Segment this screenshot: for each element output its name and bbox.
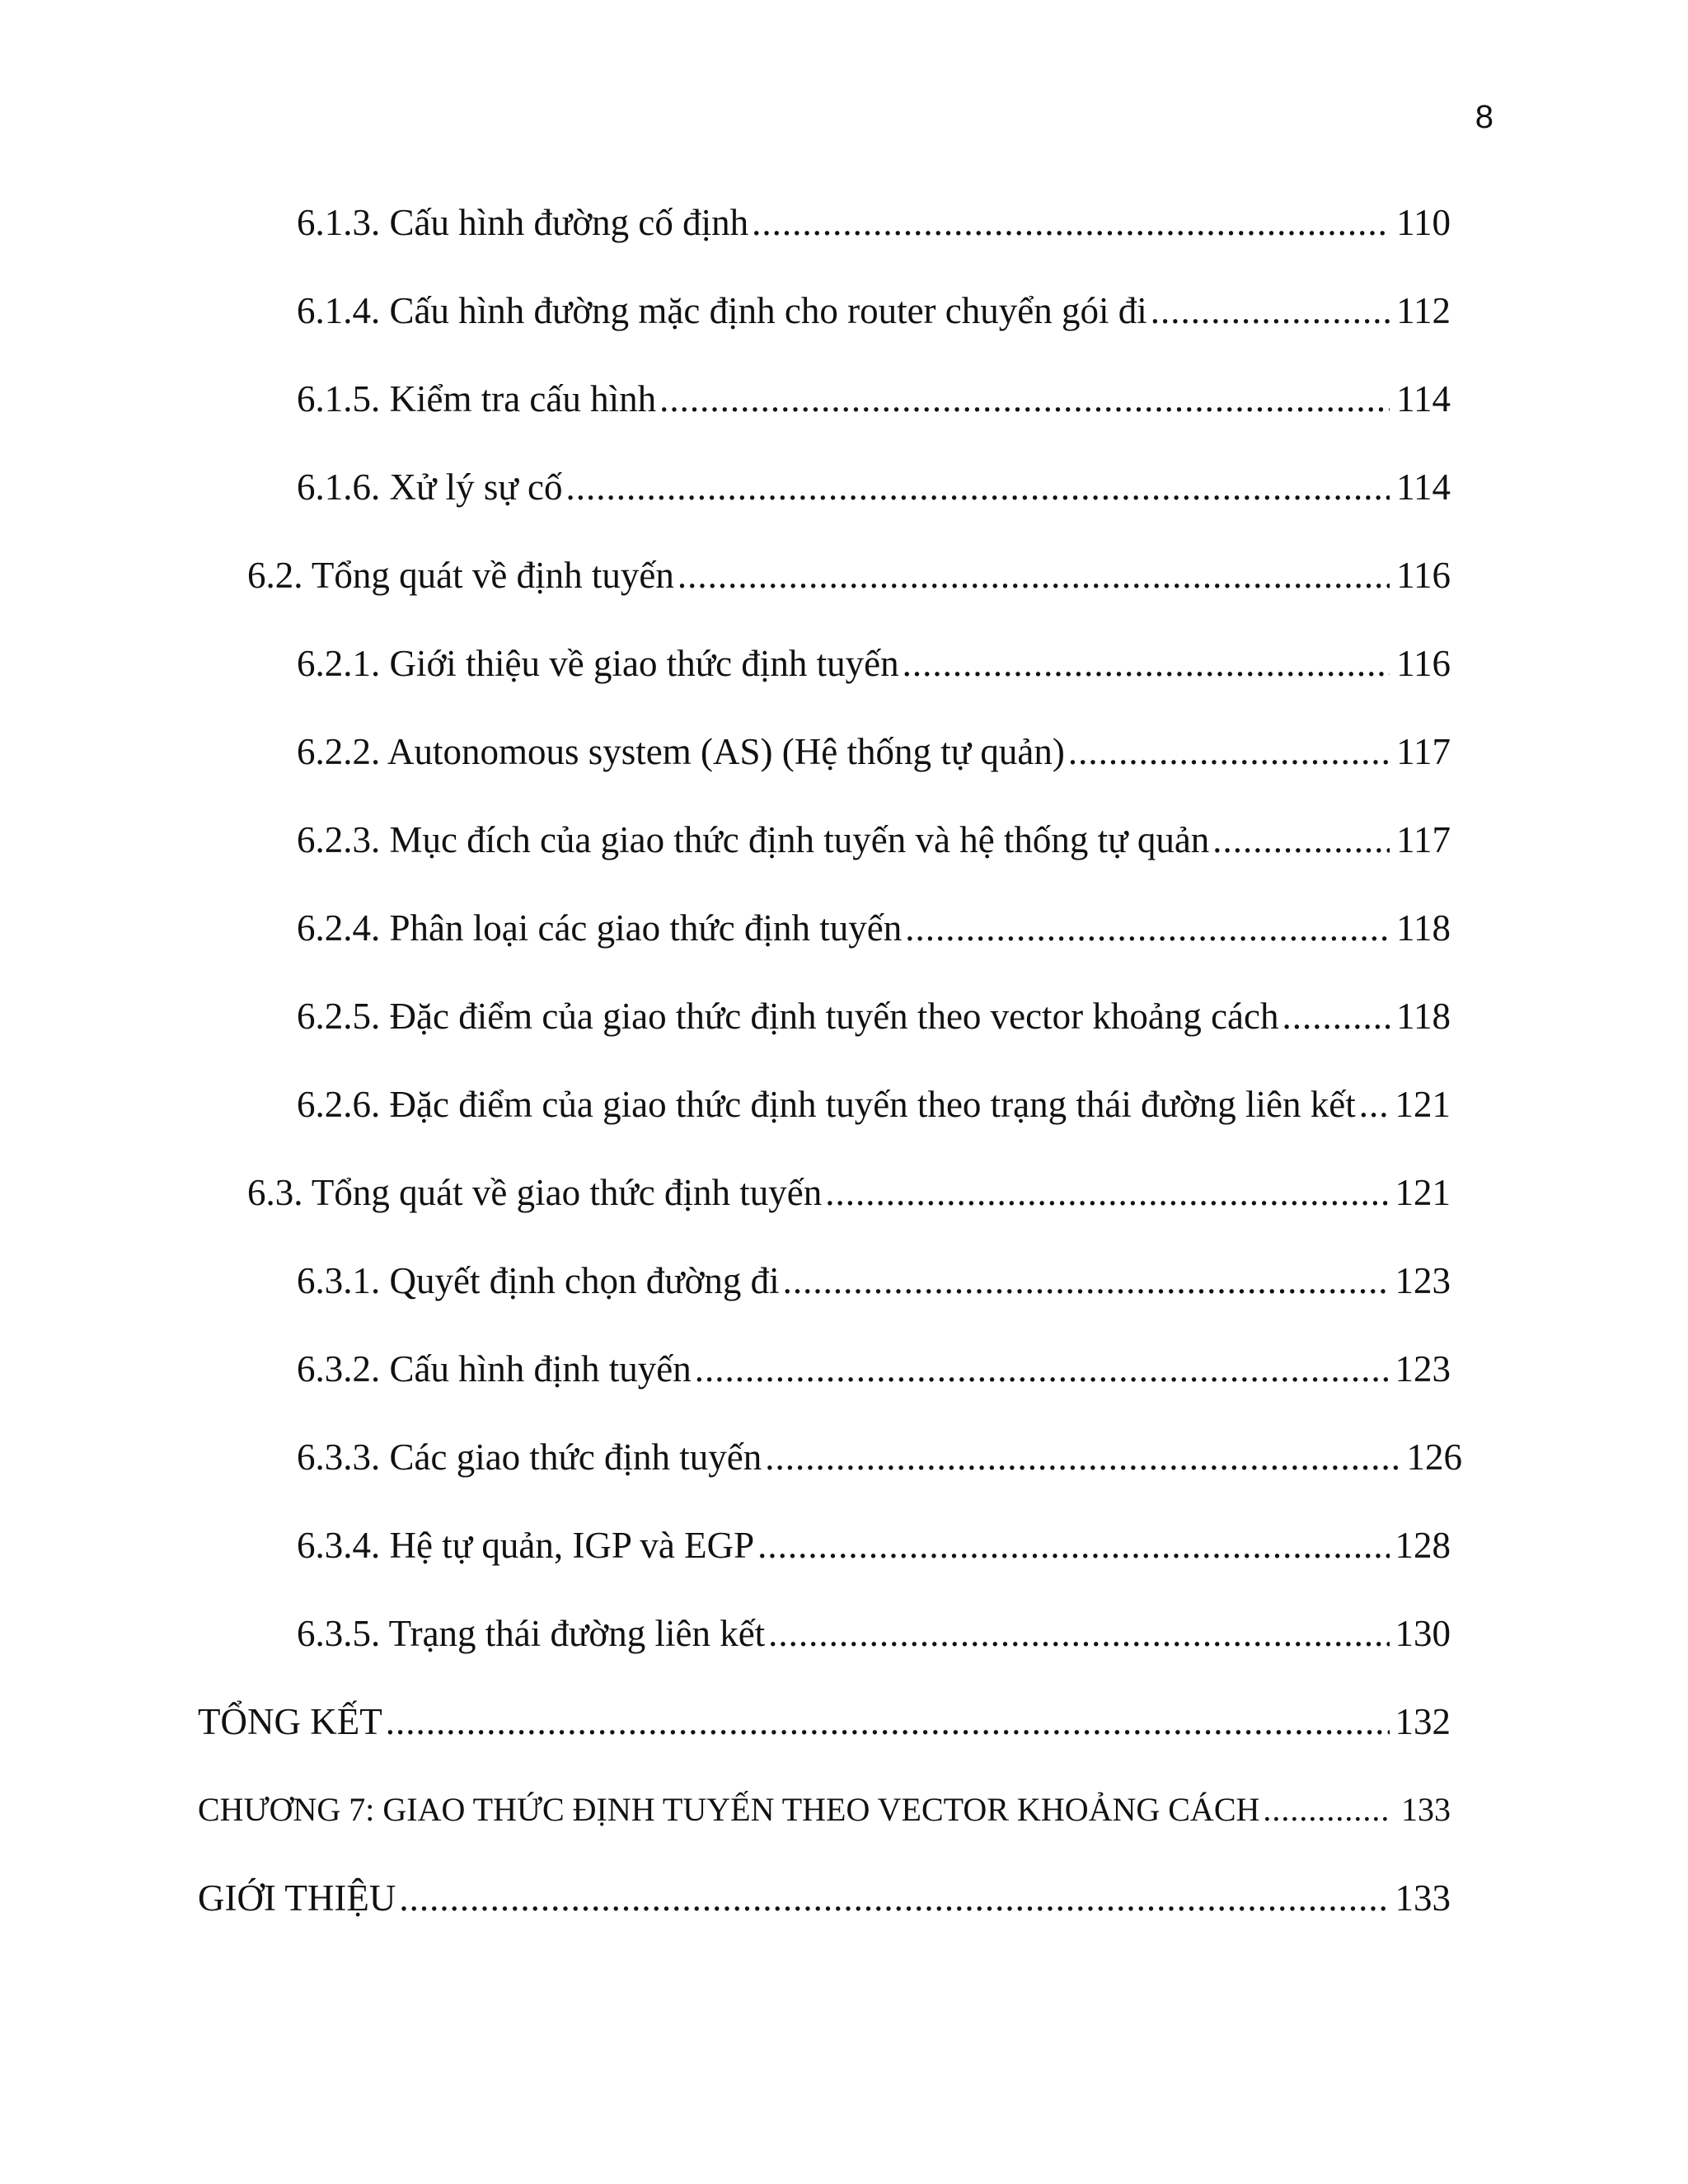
toc-entry-page: 116 bbox=[1396, 555, 1451, 596]
toc-entry-page: 123 bbox=[1395, 1348, 1451, 1390]
dot-leader bbox=[1212, 817, 1390, 863]
toc-entry-6-2 bbox=[247, 552, 1451, 598]
toc-entry-page: 117 bbox=[1396, 819, 1451, 860]
toc-entry-title: 6.2.4. Phân loại các giao thức định tuyến bbox=[297, 907, 903, 949]
toc-entry-page: 121 bbox=[1395, 1084, 1451, 1125]
toc-entry-page: 112 bbox=[1396, 290, 1451, 331]
dot-leader bbox=[1263, 1787, 1390, 1833]
toc-entry-page: 118 bbox=[1396, 907, 1451, 949]
dot-leader bbox=[765, 1434, 1401, 1480]
dot-leader bbox=[659, 376, 1390, 422]
toc-entry-title: 6.2. Tổng quát về định tuyến bbox=[247, 555, 674, 596]
toc-entry-page: 117 bbox=[1396, 731, 1451, 772]
toc-entry-page: 132 bbox=[1395, 1701, 1451, 1742]
dot-leader bbox=[1359, 1081, 1390, 1127]
toc-entry-tong-ket bbox=[198, 1699, 1451, 1745]
toc-entry-6-1-6 bbox=[297, 464, 1451, 510]
toc-entry-title: TỔNG KẾT bbox=[198, 1701, 382, 1742]
page-number: 8 bbox=[1475, 99, 1493, 135]
toc-entry-6-1-4 bbox=[297, 288, 1451, 334]
dot-leader bbox=[783, 1258, 1390, 1304]
dot-leader bbox=[903, 640, 1390, 687]
toc-entry-page: 114 bbox=[1396, 466, 1451, 508]
dot-leader bbox=[905, 905, 1390, 951]
toc-entry-page: 116 bbox=[1396, 643, 1451, 684]
dot-leader bbox=[1282, 993, 1390, 1039]
dot-leader bbox=[566, 464, 1390, 510]
toc-entry-title: 6.3.3. Các giao thức định tuyến bbox=[297, 1436, 762, 1478]
toc-entry-6-3-1 bbox=[297, 1258, 1451, 1304]
toc-entry-page: 114 bbox=[1396, 378, 1451, 419]
toc-entry-6-3-5 bbox=[297, 1610, 1451, 1657]
dot-leader bbox=[695, 1346, 1390, 1392]
toc-entry-title: 6.3.5. Trạng thái đường liên kết bbox=[297, 1613, 766, 1654]
toc-entry-page: 118 bbox=[1396, 996, 1451, 1037]
toc-entry-title: 6.2.3. Mục đích của giao thức định tuyến và hệ thống tự quản bbox=[297, 819, 1210, 860]
toc-entry-page: 133 bbox=[1401, 1791, 1451, 1828]
toc-entry-title: 6.3.1. Quyết định chọn đường đi bbox=[297, 1260, 780, 1301]
toc-entry-title: 6.3. Tổng quát về giao thức định tuyến bbox=[247, 1172, 823, 1213]
toc-entry-title: 6.3.2. Cấu hình định tuyến bbox=[297, 1348, 692, 1390]
dot-leader bbox=[386, 1699, 1390, 1745]
toc-entry-page: 128 bbox=[1395, 1525, 1451, 1566]
toc-entry-6-2-2 bbox=[297, 729, 1451, 775]
toc-entry-6-3 bbox=[247, 1169, 1451, 1216]
toc-entry-chuong-7 bbox=[198, 1787, 1451, 1833]
toc-entry-title: CHƯƠNG 7: GIAO THỨC ĐỊNH TUYẾN THEO VECTOR KHOẢNG CÁCH bbox=[198, 1791, 1260, 1828]
dot-leader bbox=[1151, 288, 1390, 334]
toc-entry-6-3-2 bbox=[297, 1346, 1451, 1392]
toc-entry-6-2-5 bbox=[297, 993, 1451, 1039]
toc-entry-title: 6.2.1. Giới thiệu về giao thức định tuyến bbox=[297, 643, 899, 684]
dot-leader bbox=[399, 1875, 1390, 1921]
toc-entry-title: 6.2.2. Autonomous system (AS) (Hệ thống tự quản) bbox=[297, 731, 1065, 772]
toc-entry-page: 110 bbox=[1396, 202, 1451, 243]
toc-entry-6-3-3 bbox=[297, 1434, 1462, 1480]
toc-entry-gioi-thieu bbox=[198, 1875, 1451, 1921]
dot-leader bbox=[678, 552, 1390, 598]
toc-entry-page: 121 bbox=[1395, 1172, 1451, 1213]
dot-leader bbox=[825, 1169, 1390, 1216]
toc-entry-title: 6.1.4. Cấu hình đường mặc định cho router chuyển gói đi bbox=[297, 290, 1147, 331]
toc-entry-page: 126 bbox=[1406, 1436, 1462, 1478]
toc-entry-title: 6.1.6. Xử lý sự cố bbox=[297, 466, 563, 508]
toc-entry-title: 6.2.6. Đặc điểm của giao thức định tuyến theo trạng thái đường liên kết bbox=[297, 1084, 1356, 1125]
dot-leader bbox=[752, 199, 1390, 246]
toc-entry-title: 6.3.4. Hệ tự quản, IGP và EGP bbox=[297, 1525, 755, 1566]
toc-entry-title: 6.2.5. Đặc điểm của giao thức định tuyến theo vector khoảng cách bbox=[297, 996, 1279, 1037]
toc-entry-page: 133 bbox=[1395, 1877, 1451, 1919]
toc-entry-title: 6.1.3. Cấu hình đường cố định bbox=[297, 202, 749, 243]
toc-entry-title: GIỚI THIỆU bbox=[198, 1877, 396, 1919]
toc-entry-6-1-5 bbox=[297, 376, 1451, 422]
toc-entry-page: 123 bbox=[1395, 1260, 1451, 1301]
toc-entry-title: 6.1.5. Kiểm tra cấu hình bbox=[297, 378, 657, 419]
toc-entry-6-2-4 bbox=[297, 905, 1451, 951]
toc-entry-6-3-4 bbox=[297, 1522, 1451, 1568]
toc-entry-page: 130 bbox=[1395, 1613, 1451, 1654]
toc-entry-6-2-3 bbox=[297, 817, 1451, 863]
toc-entry-6-2-6 bbox=[297, 1081, 1451, 1127]
toc-entry-6-2-1 bbox=[297, 640, 1451, 687]
dot-leader bbox=[1068, 729, 1390, 775]
dot-leader bbox=[768, 1610, 1390, 1657]
dot-leader bbox=[757, 1522, 1390, 1568]
toc-entry-6-1-3 bbox=[297, 199, 1451, 246]
